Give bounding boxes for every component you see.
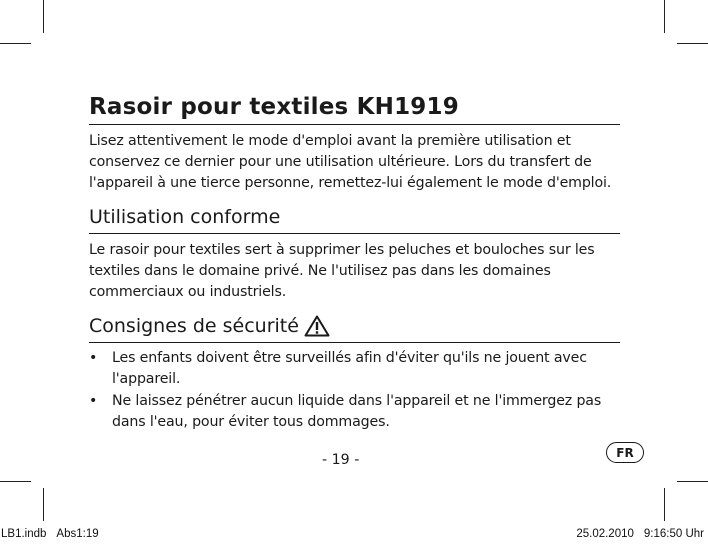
section-heading-utilisation: [89, 204, 620, 233]
section-heading-securite: [89, 313, 620, 342]
page-number: - 19 -: [322, 452, 360, 468]
intro-paragraph: Lisez attentivement le mode d'emploi avant la première utilisation et conservez ce dernier pour une utilisation ultérieure. Lors du transfert de l'appareil à une tierce personne, remettez-lui également le mode d'emploi.: [89, 133, 612, 191]
footer-file: LB1.indb: [1, 528, 47, 540]
crop-mark: [0, 481, 31, 482]
section-rule: [89, 342, 620, 343]
warning-triangle-icon: [304, 315, 330, 337]
crop-mark: [677, 43, 708, 44]
crop-mark: [677, 481, 708, 482]
crop-mark: [43, 488, 44, 521]
page-title: Rasoir pour textiles KH1919: [89, 94, 459, 120]
page-content: [89, 92, 620, 434]
section-rule: [89, 233, 620, 234]
print-footer-left: [1, 527, 99, 541]
footer-date: 25.02.2010: [576, 528, 634, 540]
title-rule: [89, 124, 620, 125]
section-heading-label: Consignes de sécurité: [89, 315, 299, 337]
language-badge: FR: [606, 442, 644, 463]
print-footer-right: [576, 527, 704, 541]
section-heading-label: Utilisation conforme: [89, 206, 281, 228]
footer-section: Abs1:19: [56, 528, 99, 540]
crop-mark: [664, 0, 665, 33]
crop-mark: [0, 43, 31, 44]
bullet: •: [89, 350, 98, 366]
crop-mark: [43, 0, 44, 33]
utilisation-paragraph: Le rasoir pour textiles sert à supprimer les peluches et bouloches sur les textiles dans le domaine privé. Ne l'utilisez pas dans les domaines commerciaux ou industriels.: [89, 242, 595, 300]
list-item: • Ne laissez pénétrer aucun liquide dans l'appareil et ne l'immergez pas dans l'eau, pour éviter tous dommages.: [89, 393, 602, 430]
safety-list: [89, 348, 620, 433]
footer-time: 9:16:50 Uhr: [643, 528, 704, 540]
crop-mark: [664, 488, 665, 521]
list-item: • Les enfants doivent être surveillés afin d'éviter qu'ils ne jouent avec l'appareil.: [89, 350, 587, 387]
bullet: •: [89, 393, 98, 409]
